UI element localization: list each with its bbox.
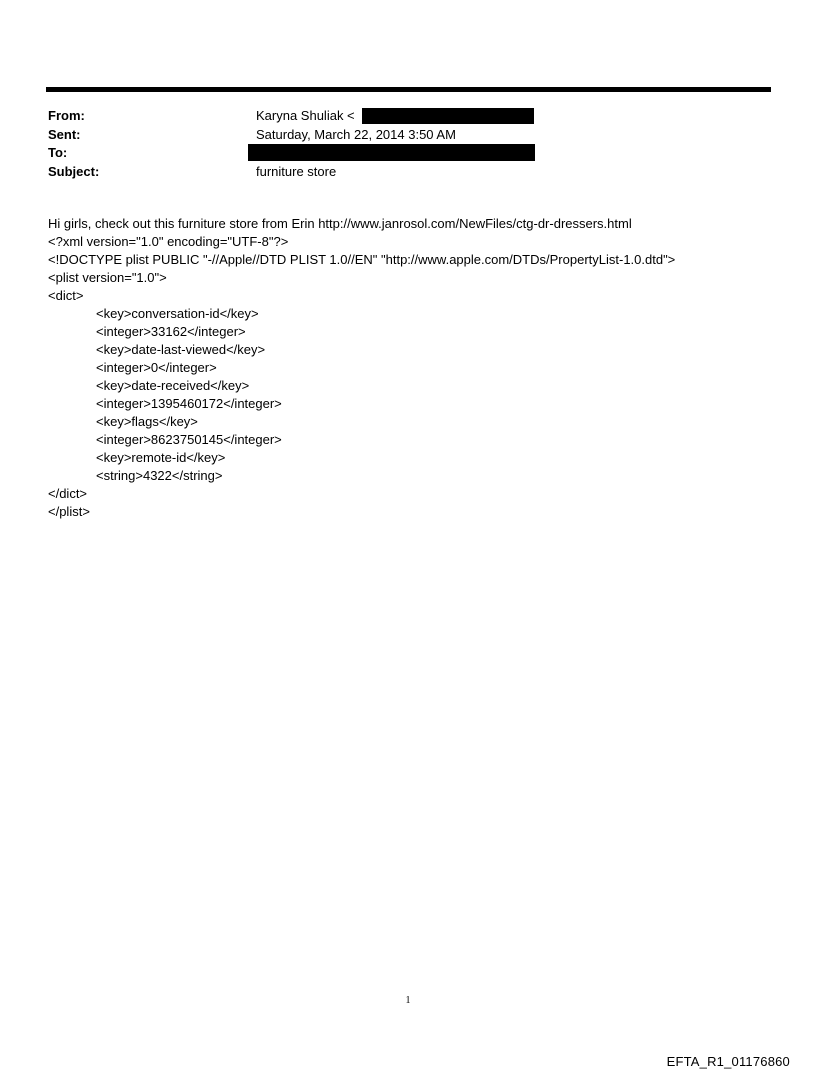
sent-label: Sent: — [48, 126, 81, 142]
body-line: <plist version="1.0"> — [48, 270, 167, 285]
from-row — [48, 107, 748, 126]
redaction-bar — [248, 144, 535, 161]
body-line: Hi girls, check out this furniture store from Erin http://www.janrosol.com/NewFiles/ctg-dr-dressers.html — [48, 216, 632, 231]
subject-label: Subject: — [48, 163, 100, 179]
dict-line: <integer>0</integer> — [96, 360, 217, 375]
redaction-bar — [362, 108, 534, 124]
body-line: <!DOCTYPE plist PUBLIC "-//Apple//DTD PLIST 1.0//EN" "http://www.apple.com/DTDs/PropertyList-1.0.dtd"> — [48, 252, 676, 267]
from-value: Karyna Shuliak < — [256, 108, 355, 123]
sent-value: Saturday, March 22, 2014 3:50 AM — [256, 126, 456, 142]
body-line: <?xml version="1.0" encoding="UTF-8"?> — [48, 234, 289, 249]
email-header — [48, 107, 748, 181]
sent-row — [48, 126, 748, 145]
header-rule — [46, 87, 771, 92]
body-line: <dict> — [48, 288, 84, 303]
subject-row — [48, 163, 748, 182]
dict-line: <key>remote-id</key> — [96, 450, 226, 465]
dict-line: <integer>33162</integer> — [96, 324, 246, 339]
page-number: 1 — [405, 995, 411, 1006]
dict-line: <key>date-last-viewed</key> — [96, 342, 266, 357]
email-body — [48, 215, 788, 521]
dict-line: <key>conversation-id</key> — [96, 306, 259, 321]
dict-line: <key>date-received</key> — [96, 378, 250, 393]
dict-line: <string>4322</string> — [96, 468, 223, 483]
dict-line: <integer>8623750145</integer> — [96, 432, 282, 447]
to-row — [48, 144, 748, 163]
document-id: EFTA_R1_01176860 — [666, 1054, 790, 1069]
from-label: From: — [48, 108, 85, 123]
to-label: To: — [48, 145, 68, 160]
body-line: </plist> — [48, 504, 90, 519]
subject-value: furniture store — [256, 163, 337, 179]
dict-line: <integer>1395460172</integer> — [96, 396, 282, 411]
body-line: </dict> — [48, 486, 88, 501]
dict-line: <key>flags</key> — [96, 414, 198, 429]
